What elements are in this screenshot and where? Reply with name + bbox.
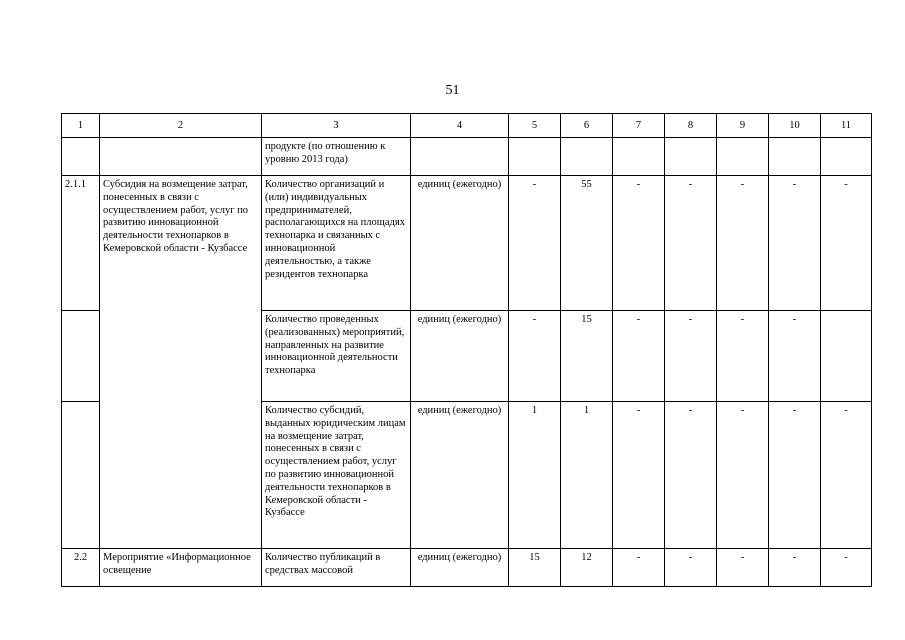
page-number: 51 (445, 83, 460, 98)
value-cell: 12 (561, 549, 613, 587)
header-cell: 7 (613, 114, 665, 138)
value-cell: 1 (509, 402, 561, 549)
value-cell: 55 (561, 176, 613, 311)
unit-cell: единиц (ежегодно) (411, 311, 509, 402)
value-cell (665, 138, 717, 176)
value-cell (821, 138, 872, 176)
value-cell: - (717, 176, 769, 311)
code-cell: 2.2 (62, 549, 100, 587)
event-cell: Мероприятие «Информационное освещение (100, 549, 262, 587)
value-cell (717, 138, 769, 176)
value-cell: - (821, 176, 872, 311)
value-cell: - (717, 549, 769, 587)
header-row (62, 114, 872, 138)
indicator-cell: Количество публикаций в средствах массовой (262, 549, 411, 587)
value-cell: 1 (561, 402, 613, 549)
value-cell: - (717, 311, 769, 402)
header-cell: 6 (561, 114, 613, 138)
value-cell (509, 138, 561, 176)
header-cell: 11 (821, 114, 872, 138)
header-cell: 4 (411, 114, 509, 138)
value-cell (821, 311, 872, 402)
code-cell (62, 402, 100, 549)
value-cell: - (769, 311, 821, 402)
unit-cell: единиц (ежегодно) (411, 549, 509, 587)
event-cell (100, 138, 262, 176)
value-cell: - (769, 402, 821, 549)
value-cell: - (509, 176, 561, 311)
value-cell: - (613, 549, 665, 587)
value-cell: - (509, 311, 561, 402)
value-cell: - (665, 311, 717, 402)
value-cell: - (821, 402, 872, 549)
header-cell: 5 (509, 114, 561, 138)
header-cell: 1 (62, 114, 100, 138)
value-cell: - (613, 402, 665, 549)
value-cell (561, 138, 613, 176)
code-cell: 2.1.1 (62, 176, 100, 311)
header-cell: 10 (769, 114, 821, 138)
unit-cell: единиц (ежегодно) (411, 176, 509, 311)
value-cell: - (821, 549, 872, 587)
table-row (62, 138, 872, 176)
value-cell: - (769, 176, 821, 311)
header-cell: 9 (717, 114, 769, 138)
header-cell: 2 (100, 114, 262, 138)
header-cell: 3 (262, 114, 411, 138)
code-cell (62, 311, 100, 402)
table-row (62, 549, 872, 587)
value-cell (613, 138, 665, 176)
unit-cell (411, 138, 509, 176)
value-cell: - (769, 549, 821, 587)
table-row (62, 176, 872, 311)
value-cell (769, 138, 821, 176)
unit-cell: единиц (ежегодно) (411, 402, 509, 549)
value-cell: 15 (509, 549, 561, 587)
indicator-cell: Количество организаций и (или) индивидуальных предпринимателей, располагающихся на площадях технопарка и связанных с инновационной деятельностью, а также резидентов технопарка (262, 176, 411, 311)
value-cell: - (665, 402, 717, 549)
indicator-cell: Количество субсидий, выданных юридическим лицам на возмещение затрат, понесенных в связи с осуществлением работ, услуг по развитию инновационной деятельности технопарков в Кемеровской области - Кузбассе (262, 402, 411, 549)
indicator-cell: Количество проведенных (реализованных) мероприятий, направленных на развитие инновационной деятельности технопарка (262, 311, 411, 402)
value-cell: - (613, 176, 665, 311)
event-cell: Субсидия на возмещение затрат, понесенных в связи с осуществлением работ, услуг по развитию инновационной деятельности технопарков в Кемеровской области - Кузбассе (100, 176, 262, 549)
code-cell (62, 138, 100, 176)
value-cell: 15 (561, 311, 613, 402)
value-cell: - (613, 311, 665, 402)
value-cell: - (665, 176, 717, 311)
value-cell: - (665, 549, 717, 587)
indicators-table (61, 113, 872, 587)
indicator-cell: продукте (по отношению к уровню 2013 года) (262, 138, 411, 176)
header-cell: 8 (665, 114, 717, 138)
value-cell: - (717, 402, 769, 549)
